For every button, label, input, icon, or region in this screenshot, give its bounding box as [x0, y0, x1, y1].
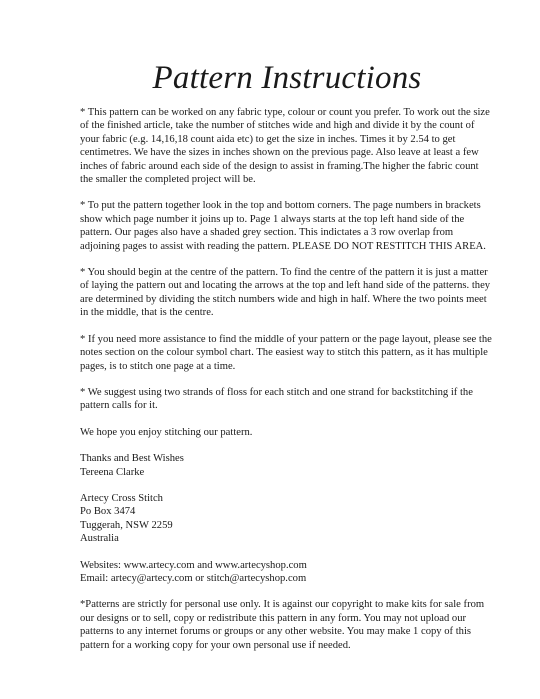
signoff-greeting: Thanks and Best Wishes: [80, 453, 184, 465]
address-po-box: Po Box 3474: [80, 506, 136, 518]
address-city: Tuggerah, NSW 2259: [80, 519, 173, 531]
signoff-name: Tereena Clarke: [80, 466, 145, 478]
contact-block: [80, 559, 494, 586]
address-country: Australia: [80, 533, 119, 545]
paragraph-fabric-size: * This pattern can be worked on any fabric type, colour or count you prefer. To work out the size of the finished article, take the number of stitches wide and high and divide it by the count of your fabric (e.g. 14,16,18 count aida etc) to get the size in inches. Times it by 2.54 to get centimetres. We have the sizes in inches shown on the previous page. Also leave at least a few inches of fabric around each side of the design to assist in framing.The higher the fabric count the smaller the completed project will be.: [80, 107, 490, 186]
contact-websites: Websites: www.artecy.com and www.artecyshop.com: [80, 559, 307, 571]
address-block: [80, 492, 494, 546]
paragraph-page-layout: * To put the pattern together look in the top and bottom corners. The page numbers in brackets show which page number it joins up to. Page 1 always starts at the top left hand side of the pattern. Our pages also have a shaded grey section. This indictates a 3 row overlap from adjoining pages to assist with reading the pattern. PLEASE DO NOT RESTITCH THIS AREA.: [80, 200, 486, 252]
paragraph-find-centre: * You should begin at the centre of the pattern. To find the centre of the pattern it is just a matter of laying the pattern out and locating the arrows at the top and left hand side of the patterns. they are determined by dividing the stitch numbers wide and high in half. Where the two points meet in the middle, that is the centre.: [80, 267, 491, 319]
contact-email: Email: artecy@artecy.com or stitch@artecyshop.com: [80, 572, 307, 584]
signoff-block: [80, 452, 494, 479]
paragraph-more-assistance: * If you need more assistance to find the middle of your pattern or the page layout, please see the notes section on the colour symbol chart. The easiest way to stitch this pattern, as it has multiple pages, is to stitch one page at a time.: [80, 333, 492, 372]
page-title: Pattern Instructions: [152, 60, 422, 96]
copyright-notice: *Patterns are strictly for personal use only. It is against our copyright to make kits for sale from our designs or to sell, copy or redistribute this pattern in any form. You may not upload our patterns to any internet forums or groups or any other website. You may make 1 copy of this pattern for a working copy for your own personal use if needed.: [80, 599, 485, 651]
address-company: Artecy Cross Stitch: [80, 492, 163, 504]
paragraph-enjoy: We hope you enjoy stitching our pattern.: [80, 426, 253, 438]
paragraph-floss-strands: * We suggest using two strands of floss for each stitch and one strand for backstitching if the pattern calls for it.: [80, 386, 473, 412]
